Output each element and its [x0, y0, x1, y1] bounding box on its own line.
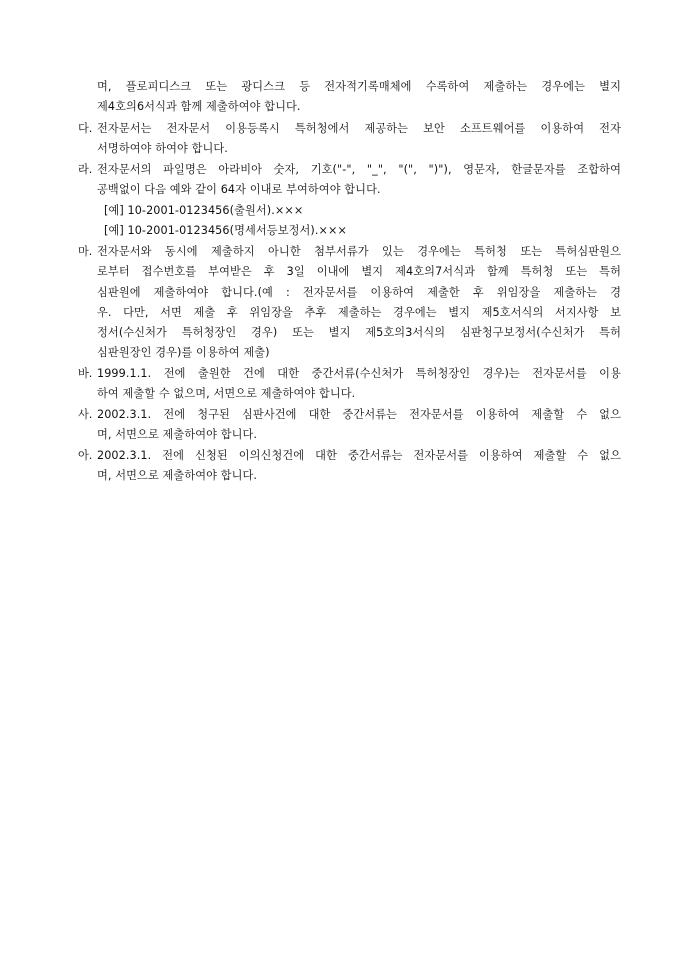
- text-line: 2002.3.1. 전에 청구된 심판사건에 대한 중간서류는 전자문서를 이용하여 제출할 수 없으: [97, 408, 621, 421]
- text-line: 제4호의6서식과 함께 제출하여야 합니다.: [97, 100, 301, 113]
- item-marker: 바.: [78, 367, 93, 380]
- text-line: 1999.1.1. 전에 출원한 건에 대한 중간서류(수신처가 특허청장인 경우)는 전자문서를 이용: [97, 367, 621, 380]
- example-line: [예] 10-2001-0123456(출원서).×××: [104, 204, 304, 217]
- text-line: 2002.3.1. 전에 신청된 이의신청건에 대한 중간서류는 전자문서를 이용하여 제출할 수 없으: [97, 449, 621, 462]
- text-line: 심판원에 제출하여야 합니다.(예 : 전자문서를 이용하여 제출한 후 위임장을 제출하는 경: [97, 286, 621, 299]
- item-marker: 마.: [78, 245, 93, 258]
- item-marker: 다.: [78, 122, 93, 135]
- text-line: 심판원장인 경우)를 이용하여 제출): [97, 346, 270, 359]
- example-line: [예] 10-2001-0123456(명세서등보정서).×××: [104, 224, 347, 237]
- text-line: 며, 서면으로 제출하여야 합니다.: [97, 469, 258, 482]
- text-line: 전자문서의 파일명은 아라비아 숫자, 기호("-", "_", "(", ")"), 영문자, 한글문자를 조합하여: [97, 163, 621, 176]
- text-line: 우. 다만, 서면 제출 후 위임장을 추후 제출하는 경우에는 별지 제5호서식의 서지사항 보: [97, 306, 621, 319]
- text-line: 전자문서와 동시에 제출하지 아니한 첨부서류가 있는 경우에는 특허청 또는 특허심판원으: [97, 245, 621, 258]
- item-marker: 사.: [78, 408, 93, 421]
- text-line: 며, 플로피디스크 또는 광디스크 등 전자적기록매체에 수록하여 제출하는 경우에는 별지: [97, 80, 621, 93]
- text-line: 며, 서면으로 제출하여야 합니다.: [97, 428, 258, 441]
- text-line: 공백없이 다음 예와 같이 64자 이내로 부여하여야 합니다.: [97, 183, 381, 196]
- item-marker: 라.: [78, 163, 93, 176]
- text-line: 하여 제출할 수 없으며, 서면으로 제출하여야 합니다.: [97, 387, 356, 400]
- text-line: 로부터 접수번호를 부여받은 후 3일 이내에 별지 제4호의7서식과 함께 특허청 또는 특허: [97, 265, 621, 278]
- text-line: 정서(수신처가 특허청장인 경우) 또는 별지 제5호의3서식의 심판청구보정서(수신처가 특허: [97, 326, 621, 339]
- text-line: 서명하여야 하여야 합니다.: [97, 142, 228, 155]
- text-line: 전자문서는 전자문서 이용등록시 특허청에서 제공하는 보안 소프트웨어를 이용하여 전자: [97, 122, 621, 135]
- item-marker: 아.: [78, 449, 93, 462]
